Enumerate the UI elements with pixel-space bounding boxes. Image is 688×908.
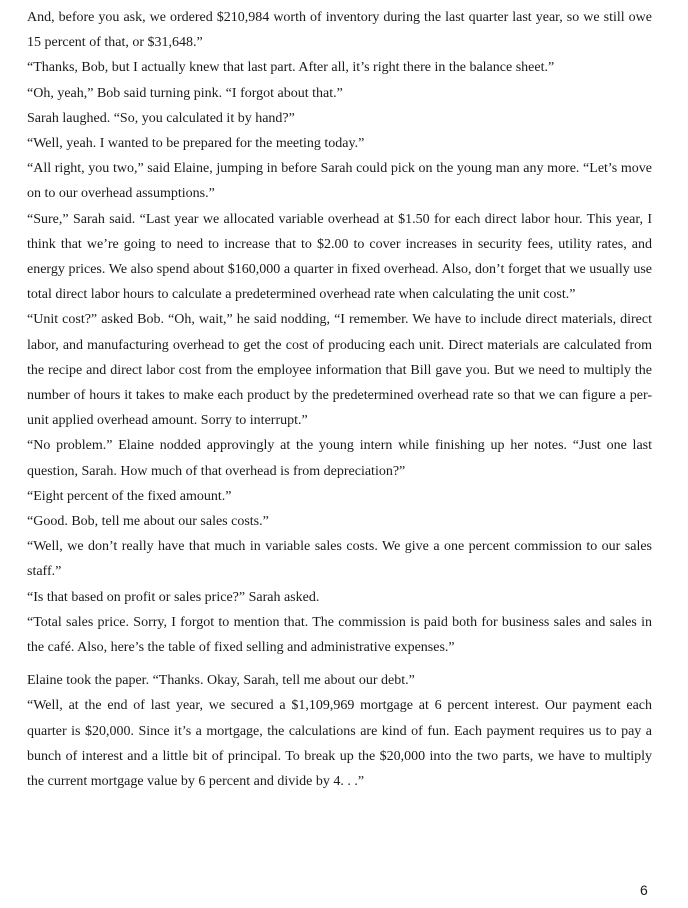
paragraph-eight-percent: “Eight percent of the fixed amount.” <box>27 488 232 504</box>
paragraph-sarah-laughed: Sarah laughed. “So, you calculated it by hand?” <box>27 110 295 126</box>
paragraph-balance-sheet: “Thanks, Bob, but I actually knew that last part. After all, it’s right there in the balance sheet.” <box>27 60 555 76</box>
paragraph-unit-cost: “Unit cost?” asked Bob. “Oh, wait,” he said nodding, “I remember. We have to include direct materials, direct labor, and manufacturing overhead to get the cost of producing each unit. Direct materials are calculated from the recipe and direct labor cost from the employee information that Bill gave you. But we need to multiply the number of hours it takes to make each product by the predetermined overhead rate so that we can figure a per-unit applied overhead amount. Sorry to interrupt.” <box>27 312 652 429</box>
paragraph-commission: “Well, we don’t really have that much in variable sales costs. We give a one percent commission to our sales staff.” <box>27 539 652 580</box>
paragraph-mortgage: “Well, at the end of last year, we secured a $1,109,969 mortgage at 6 percent interest. Our payment each quarter is $20,000. Since it’s a mortgage, the calculations are kind of fun. Each payment requires us to pay a bunch of interest and a little bit of principal. To break up the $20,000 into the two parts, we have to multiply the current mortgage value by 6 percent and divide by 4. . .” <box>27 698 652 790</box>
paragraph-sales-costs: “Good. Bob, tell me about our sales costs.” <box>27 514 269 530</box>
paragraph-debt-question: Elaine took the paper. “Thanks. Okay, Sarah, tell me about our debt.” <box>27 673 415 689</box>
paragraph-inventory: And, before you ask, we ordered $210,984 worth of inventory during the last quarter last year, so we still owe 15 percent of that, or $31,648.” <box>27 10 652 51</box>
paragraph-bob-pink: “Oh, yeah,” Bob said turning pink. “I forgot about that.” <box>27 85 343 101</box>
paragraph-elaine-overhead: “All right, you two,” said Elaine, jumping in before Sarah could pick on the young man any more. “Let’s move on to our overhead assumptions.” <box>27 161 652 202</box>
paragraph-depreciation-question: “No problem.” Elaine nodded approvingly at the young intern while finishing up her notes. “Just one last question, Sarah. How much of that overhead is from depreciation?” <box>27 438 652 479</box>
document-body <box>27 5 652 794</box>
paragraph-profit-question: “Is that based on profit or sales price?” Sarah asked. <box>27 589 320 605</box>
page-number: 6 <box>640 882 648 898</box>
paragraph-prepared: “Well, yeah. I wanted to be prepared for the meeting today.” <box>27 136 365 152</box>
paragraph-total-sales-price: “Total sales price. Sorry, I forgot to mention that. The commission is paid both for business sales and sales in the café. Also, here’s the table of fixed selling and administrative expenses.” <box>27 614 652 656</box>
paragraph-sarah-overhead: “Sure,” Sarah said. “Last year we allocated variable overhead at $1.50 for each direct labor hour. This year, I think that we’re going to need to increase that to $2.00 to cover increases in security fees, utility rates, and energy prices. We also spend about $160,000 a quarter in fixed overhead. Also, don’t forget that we usually use total direct labor hours to calculate a predetermined overhead rate when calculating the unit cost.” <box>27 211 652 303</box>
paragraph-gap <box>27 660 652 668</box>
